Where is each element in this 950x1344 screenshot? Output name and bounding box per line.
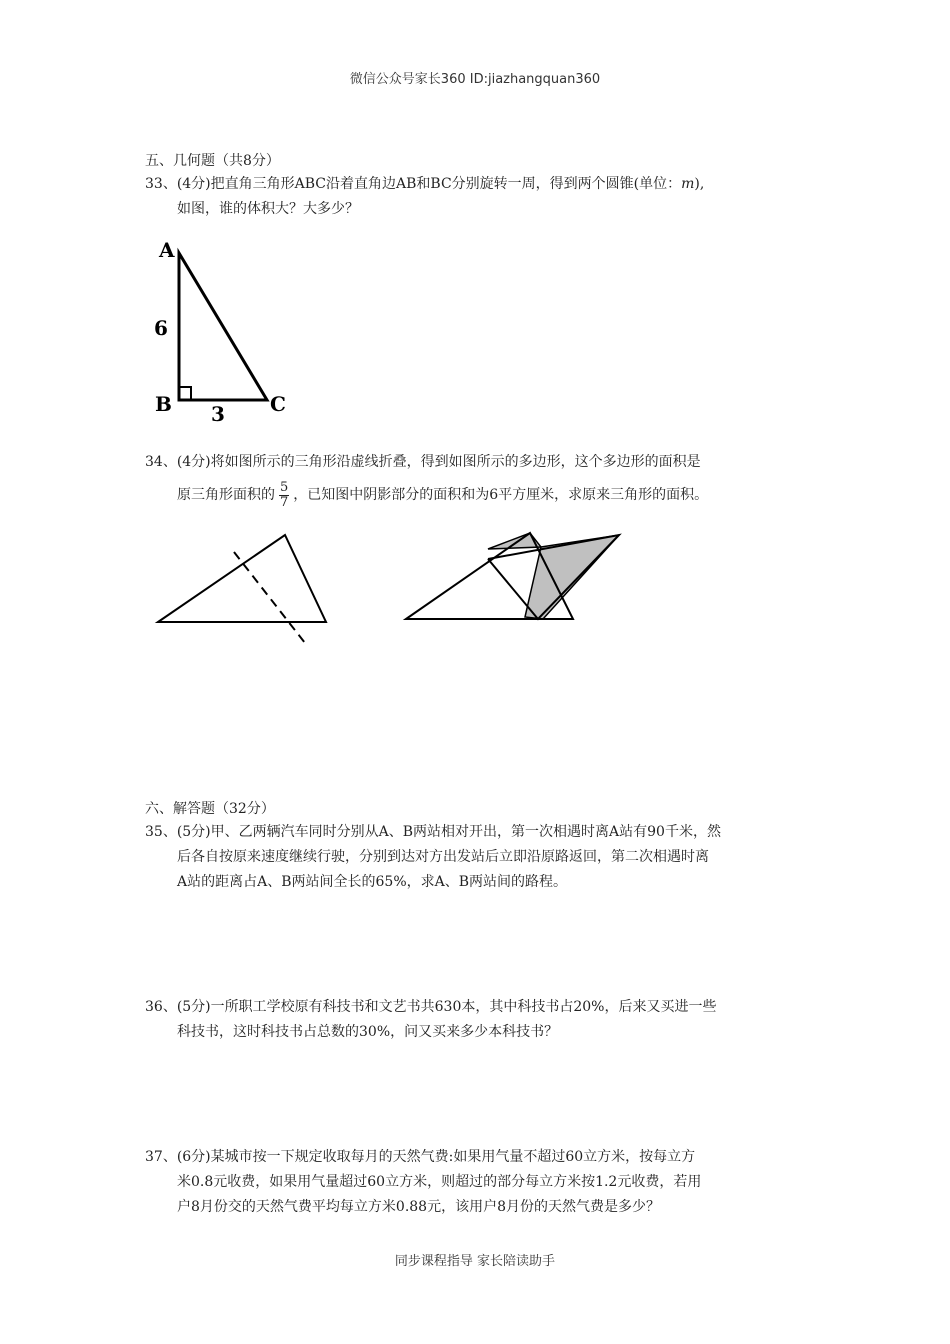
label-side-ab: 6 xyxy=(154,316,168,340)
label-c: C xyxy=(270,392,286,416)
q36-line2: 科技书，这时科技书占总数的30%，问又买来多少本科技书？ xyxy=(177,1024,559,1040)
original-triangle-figure xyxy=(158,535,326,643)
q34-line1: 34、(4分)将如图所示的三角形沿虚线折叠，得到如图所示的多边形，这个多边形的面积是 xyxy=(145,454,701,470)
q36-line1: 36、(5分)一所职工学校原有科技书和文艺书共630本，其中科技书占20%，后来又买进一些 xyxy=(145,999,717,1015)
section-six-title: 六、解答题（32分） xyxy=(145,801,275,817)
q33-unit: m xyxy=(681,176,695,192)
q33-line1-a: 33、(4分)把直角三角形ABC沿着直角边AB和BC分别旋转一周，得到两个圆锥(单位： xyxy=(145,176,682,192)
q37-line3: 户8月份交的天然气费平均每立方米0.88元，该用户8月份的天然气费是多少？ xyxy=(177,1199,660,1215)
label-a: A xyxy=(159,238,175,262)
right-angle-mark xyxy=(179,387,191,400)
q34-line2-a: 原三角形面积的 xyxy=(177,487,275,503)
folded-polygon-figure xyxy=(406,533,619,619)
right-triangle-figure xyxy=(145,235,305,430)
q37-line1: 37、(6分)某城市按一下规定收取每月的天然气费:如果用气量不超过60立方米，按每立方 xyxy=(145,1149,696,1165)
original-triangle xyxy=(158,535,326,622)
page-footer: 同步课程指导 家长陪读助手 xyxy=(394,1254,556,1269)
page-header: 微信公众号家长360 ID:jiazhangquan360 xyxy=(349,72,601,87)
label-side-bc: 3 xyxy=(211,402,225,426)
q37-line2: 米0.8元收费，如果用气量超过60立方米，则超过的部分每立方米按1.2元收费，若用 xyxy=(177,1174,702,1190)
q34-line2 xyxy=(145,475,810,515)
triangle-abc xyxy=(179,253,267,400)
question-34 xyxy=(145,450,810,515)
q34-line2-b: ，已知图中阴影部分的面积和为6平方厘米，求原来三角形的面积。 xyxy=(293,487,709,503)
fraction-denominator: 7 xyxy=(280,494,289,510)
fraction-five-sevenths xyxy=(279,481,289,510)
q33-line1-b: ), xyxy=(694,176,705,192)
label-b: B xyxy=(155,392,172,416)
question-36 xyxy=(145,995,810,1045)
fold-line xyxy=(234,552,305,643)
q33-line2: 如图，谁的体积大？大多少？ xyxy=(177,201,359,217)
question-35 xyxy=(145,820,810,895)
folding-figures xyxy=(150,525,630,650)
q35-line2: 后各自按原来速度继续行驶，分别到达对方出发站后立即沿原路返回，第二次相遇时离 xyxy=(177,849,709,865)
question-33 xyxy=(145,172,810,222)
q35-line3: A站的距离占A、B两站间全长的65%，求A、B两站间的路程。 xyxy=(177,874,568,890)
question-37 xyxy=(145,1145,810,1220)
q35-line1: 35、(5分)甲、乙两辆汽车同时分别从A、B两站相对开出，第一次相遇时离A站有90千米，然 xyxy=(145,824,721,840)
section-five-title: 五、几何题（共8分） xyxy=(145,153,280,169)
fraction-numerator: 5 xyxy=(280,479,289,495)
